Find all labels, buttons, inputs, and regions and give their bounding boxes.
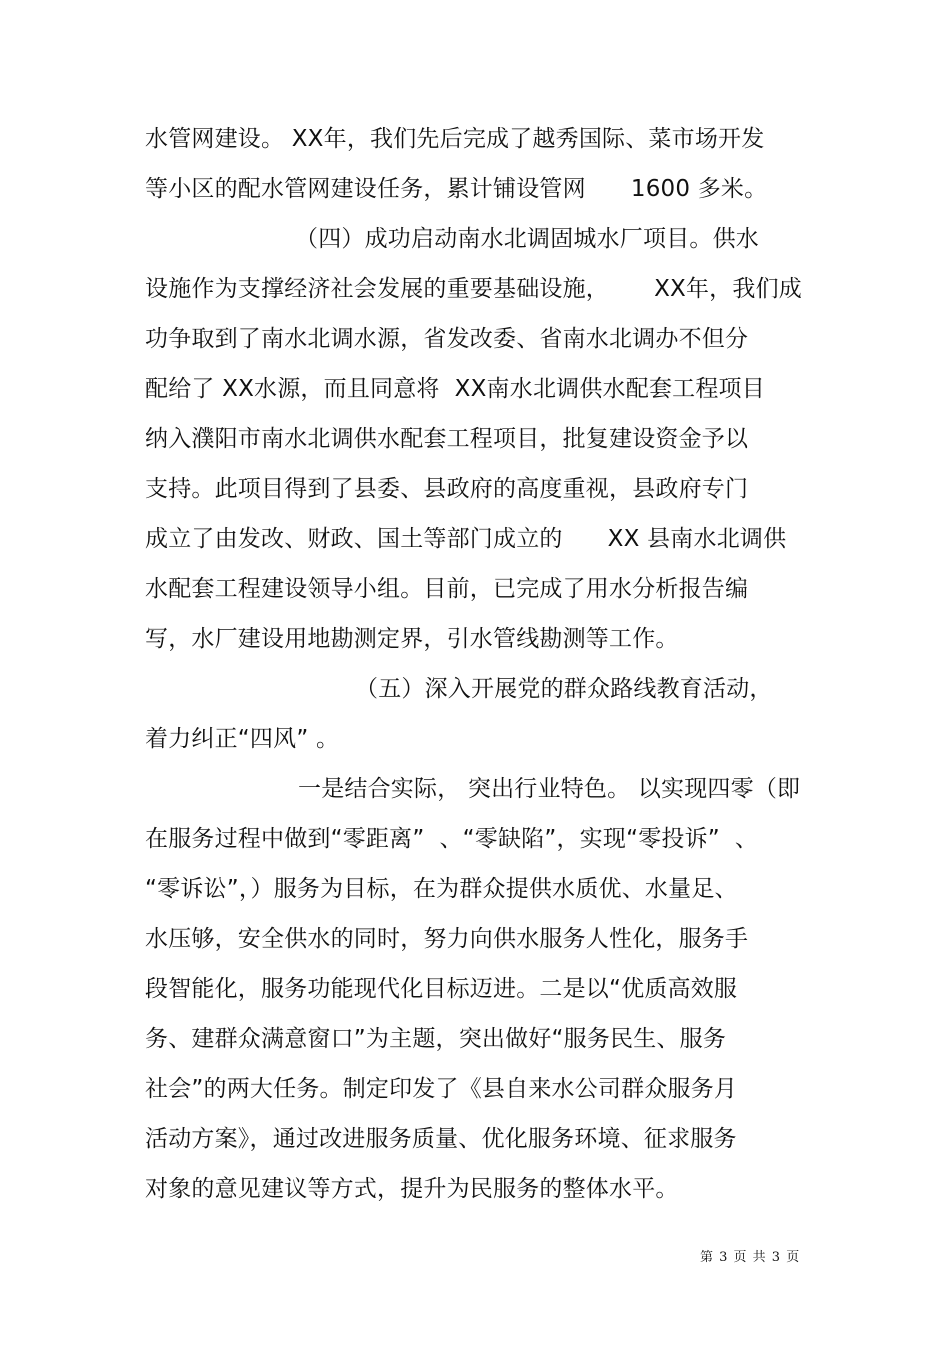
paragraph-start: 一是结合实际， 突出行业特色。 以实现四零（即 [298,776,801,802]
text-line: 设施作为支撑经济社会发展的重要基础设施， XX年，我们成 [145,276,802,302]
text-line: 社会”的两大任务。制定印发了《县自来水公司群众服务月 [145,1076,738,1102]
text-line: 在服务过程中做到“零距离” 、“零缺陷”，实现“零投诉” 、 [145,826,759,852]
text-line: 配给了 XX水源，而且同意将 XX南水北调供水配套工程项目 [145,376,765,402]
text-line: 纳入濮阳市南水北调供水配套工程项目，批复建设资金予以 [145,426,749,452]
text-line: 活动方案》，通过改进服务质量、优化服务环境、征求服务 [145,1126,737,1152]
text-line: 功争取到了南水北调水源，省发改委、省南水北调办不但分 [145,326,749,352]
text-line: 段智能化，服务功能现代化目标迈进。二是以“优质高效服 [145,976,738,1002]
section-heading: （五）深入开展党的群众路线教育活动， [355,676,773,702]
section-heading: （四）成功启动南水北调固城水厂项目。供水 [295,226,759,252]
text-line: 务、建群众满意窗口”为主题，突出做好“服务民生、服务 [145,1026,727,1052]
text-line: 着力纠正“四风” 。 [145,726,340,752]
text-line: 水压够，安全供水的同时，努力向供水服务人性化，服务手 [145,926,749,952]
text-line: 水管网建设。 XX年，我们先后完成了越秀国际、菜市场开发 [145,126,765,152]
text-line: 写，水厂建设用地勘测定界，引水管线勘测等工作。 [145,626,679,652]
text-line: 等小区的配水管网建设任务，累计铺设管网 1600 多米。 [145,176,768,202]
text-line: 支持。此项目得到了县委、县政府的高度重视，县政府专门 [145,476,749,502]
page-number-footer: 第 3 页 共 3 页 [700,1250,801,1265]
text-line: 对象的意见建议等方式，提升为民服务的整体水平。 [145,1176,679,1202]
text-line: 成立了由发改、财政、国土等部门成立的 XX 县南水北调供 [145,526,787,552]
text-line: 水配套工程建设领导小组。目前，已完成了用水分析报告编 [145,576,749,602]
text-line: “零诉讼”，）服务为目标，在为群众提供水质优、水量足、 [145,876,738,902]
